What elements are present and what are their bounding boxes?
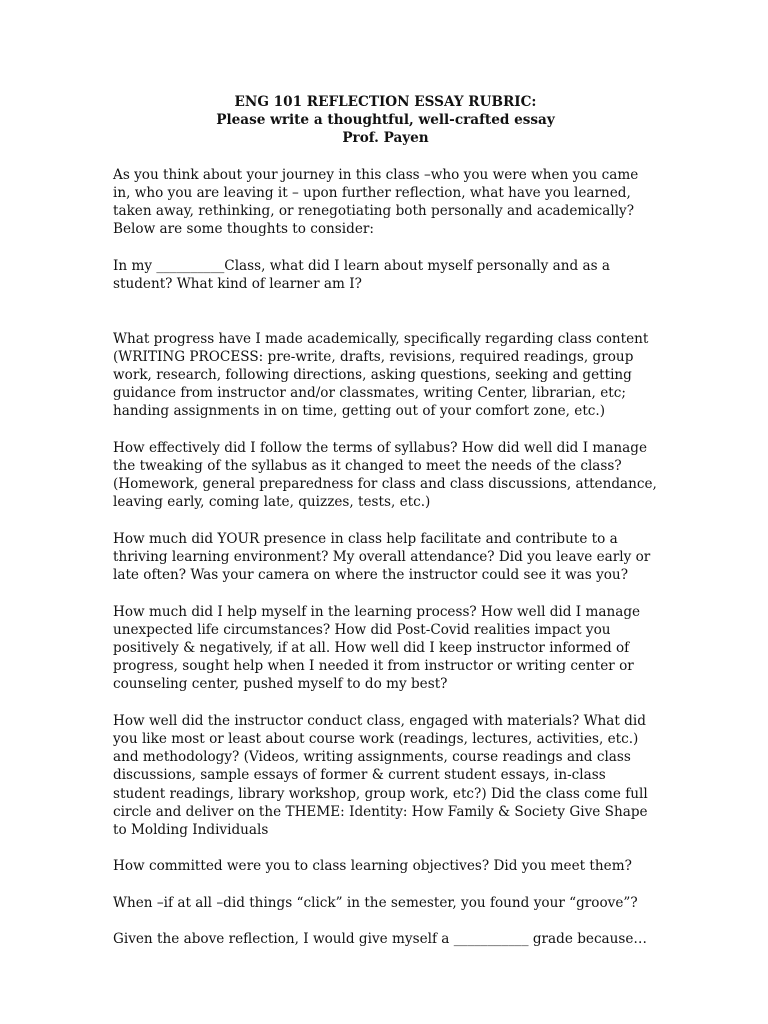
question-click: When –if at all –did things “click” in the semester, you found your “groove”? [113, 894, 638, 911]
intro-paragraph: As you think about your journey in this class –who you were when you came in, who you are leaving it – upon further reflection, what have you learned, taken away, rethinking, or renegotiating both personally and academically? Below are some thoughts to consider: [113, 166, 639, 238]
spacer [113, 148, 658, 166]
spacer [113, 876, 658, 894]
question-class-learning: In my __________Class, what did I learn about myself personally and as a student? What kind of learner am I? [113, 257, 611, 292]
document-subtitle: Please write a thoughtful, well-crafted essay [216, 112, 555, 129]
document-body [113, 93, 658, 948]
question-syllabus-detail: (Homework, general preparedness for class and class discussions, attendance, leaving early, coming late, quizzes, tests, etc.) [113, 476, 657, 511]
spacer [113, 694, 658, 712]
spacer [113, 584, 658, 602]
question-syllabus: How effectively did I follow the terms of syllabus? How did well did I manage the tweaking of the syllabus as it changed to meet the needs of the class? [113, 439, 647, 474]
document-title: ENG 101 REFLECTION ESSAY RUBRIC: [234, 94, 537, 110]
question-academic-progress: What progress have I made academically, specifically regarding class content (WRITING PROCESS: pre-write, drafts, revisions, required readings, group work, research, following directions, asking questions, seeking and getting guidance from instructor and/or classmates, writing Center, librarian, etc; handing assignments in on time, getting out of your comfort zone, etc.) [113, 330, 649, 420]
spacer [113, 839, 658, 857]
question-instructor: How well did the instructor conduct class, engaged with materials? What did you like most or least about course work (readings, lectures, activities, etc.) and methodology? (Videos, writing assignments, course readings and class discussions, sample essays of former & current student essays, in-class student readings, library workshop, group work, etc?) Did the class come full circle and deliver on the THEME: Identity: How Family & Society Give Shape to Molding Individuals [113, 712, 648, 839]
document-author: Prof. Payen [342, 130, 429, 147]
spacer [113, 239, 658, 257]
question-presence: How much did YOUR presence in class help facilitate and contribute to a thriving learning environment? My overall attendance? Did you leave early or late often? Was your camera on where the instructor could see it was you? [113, 530, 651, 584]
question-grade: Given the above reflection, I would give myself a ___________ grade because… [113, 931, 648, 948]
spacer [113, 421, 658, 439]
spacer [113, 912, 658, 930]
question-self-help: How much did I help myself in the learning process? How well did I manage unexpected life circumstances? How did Post-Covid realities impact you positively & negatively, if at all. How well did I keep instructor informed of progress, sought help when I needed it from instructor or writing center or counseling center, pushed myself to do my best? [113, 603, 641, 693]
question-commitment: How committed were you to class learning objectives? Did you meet them? [113, 858, 632, 875]
spacer [113, 512, 658, 530]
spacer [113, 293, 658, 329]
